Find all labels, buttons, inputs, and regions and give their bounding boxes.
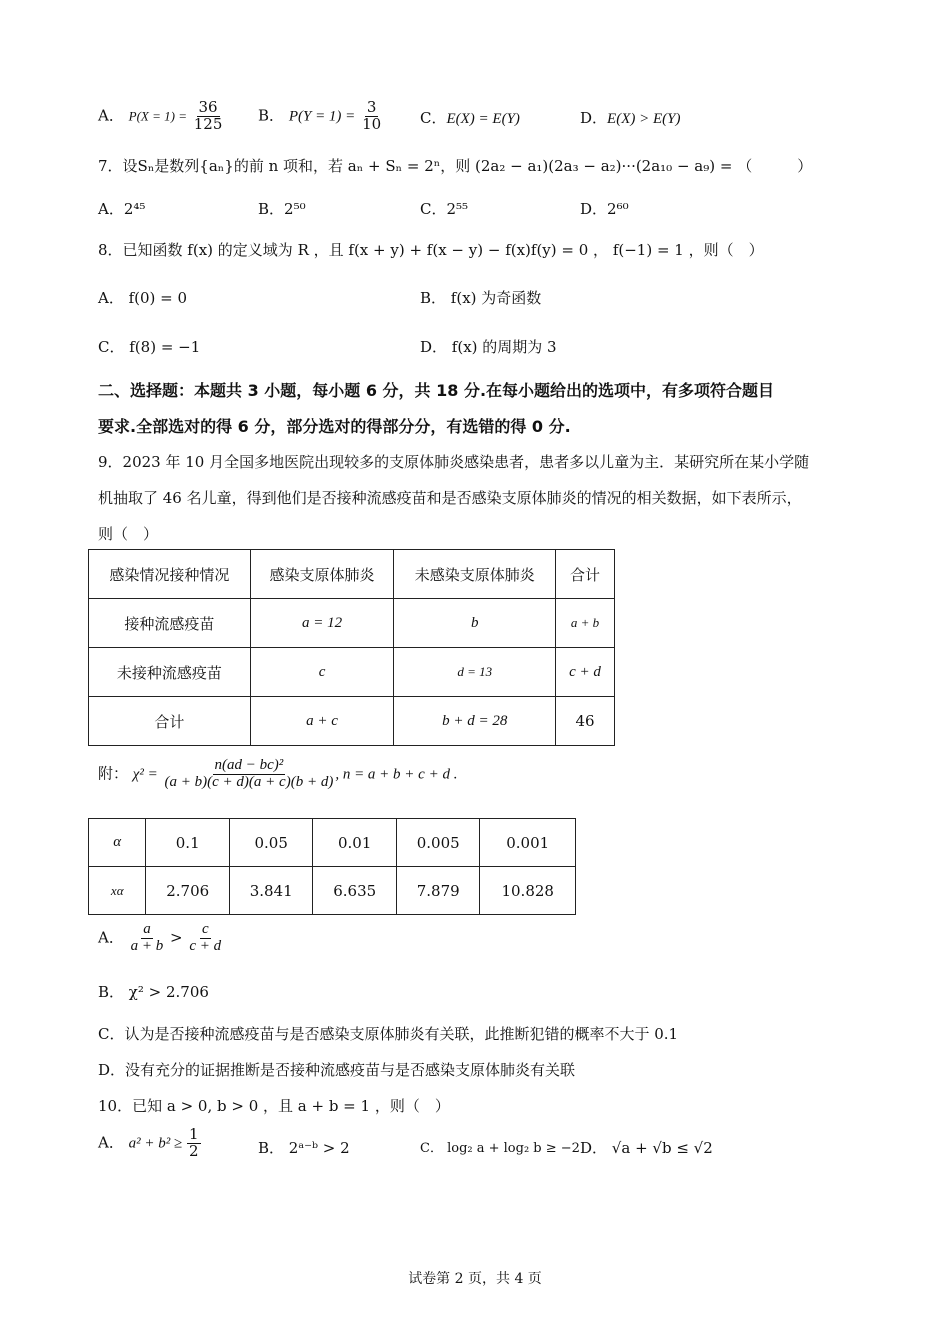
table-cell: 46	[556, 697, 615, 746]
q7-option-c: C．2⁵⁵	[420, 200, 469, 218]
x-alpha-header: xα	[89, 867, 146, 915]
q8-option-c: C． f(8) = −1	[98, 338, 201, 356]
table-cell: a + b	[556, 599, 615, 648]
q10-option-d: D． √a + √b ≤ √2	[580, 1139, 713, 1157]
table-cell: 0.01	[313, 819, 397, 867]
page-footer: 试卷第 2 页，共 4 页	[408, 1271, 542, 1287]
q9-stem-line3: 则（ ）	[98, 525, 159, 543]
q9-option-a: A． $\frac{a}{a + b}$ > $\frac{c}{c + d}$	[98, 921, 222, 954]
table-cell: 6.635	[313, 867, 397, 915]
section2-heading-line1: 二、选择题：本题共 3 小题，每小题 6 分，共 18 分.在每小题给出的选项中，有多项符合题目	[98, 381, 775, 400]
q8-option-d: D． f(x) 的周期为 3	[420, 338, 557, 356]
table-cell: 0.005	[396, 819, 480, 867]
q7-option-b: B．2⁵⁰	[258, 200, 306, 218]
q8-option-b: B． f(x) 为奇函数	[420, 289, 542, 307]
table-cell: c + d	[556, 648, 615, 697]
q7-stem: 7．设Sₙ是数列{aₙ}的前 n 项和，若 aₙ + Sₙ = 2ⁿ，则 (2a₂ − a₁)(2a₃ − a₂)···(2a₁₀ − a₉) = （ ）	[98, 157, 813, 175]
contingency-table	[88, 549, 615, 746]
chi-square-formula: 附： χ² = $\frac{\text{n(ad − bc)²}}{(a + b)(c + d)(a + c)(b + d)}$ , n = a + b + c + d .	[98, 757, 458, 790]
table-cell: 0.05	[229, 819, 313, 867]
table-header-cell: 感染支原体肺炎	[250, 550, 394, 599]
alpha-header: α	[89, 819, 146, 867]
table-cell: 10.828	[480, 867, 576, 915]
table-cell: 7.879	[396, 867, 480, 915]
table-cell: 2.706	[146, 867, 230, 915]
table-cell: b + d = 28	[394, 697, 556, 746]
table-cell: b	[394, 599, 556, 648]
q10-option-a: A． a² + b² ≥ $\frac{1}{2}$	[98, 1125, 199, 1160]
q9-stem-line1: 9．2023 年 10 月全国多地医院出现较多的支原体肺炎感染患者，患者多以儿童为主．某研究所在某小学随	[98, 453, 810, 471]
table-cell: 3.841	[229, 867, 313, 915]
critical-value-table	[88, 818, 576, 915]
table-cell: d = 13	[394, 648, 556, 697]
q9-option-b: B． χ² > 2.706	[98, 983, 209, 1001]
q6-option-d: D．E(X) > E(Y)	[580, 109, 681, 127]
table-cell: 未接种流感疫苗	[89, 648, 251, 697]
table-cell: 接种流感疫苗	[89, 599, 251, 648]
q8-stem: 8．已知函数 f(x) 的定义域为 R ，且 f(x + y) + f(x − y) − f(x)f(y) = 0 ， f(−1) = 1 ，则（ ）	[98, 241, 764, 259]
table-cell: 0.001	[480, 819, 576, 867]
table-cell: 0.1	[146, 819, 230, 867]
q6-option-c: C．E(X) = E(Y)	[420, 109, 520, 127]
q7-option-a: A．2⁴⁵	[98, 200, 146, 218]
q9-option-c: C．认为是否接种流感疫苗与是否感染支原体肺炎有关联，此推断犯错的概率不大于 0.1	[98, 1025, 679, 1043]
q9-stem-line2: 机抽取了 46 名儿童，得到他们是否接种流感疫苗和是否感染支原体肺炎的情况的相关数据，如下表所示，	[98, 489, 802, 507]
table-cell: c	[250, 648, 394, 697]
q6-option-b: B． P(Y = 1) = $\frac{3}{10}$	[258, 98, 382, 133]
q6-option-a: A． P(X = 1) = $\frac{36}{125}$	[98, 98, 223, 133]
table-header-cell: 合计	[556, 550, 615, 599]
q10-option-c: C． log₂ a + log₂ b ≥ −2	[420, 1141, 580, 1156]
table-cell: a = 12	[250, 599, 394, 648]
q10-stem: 10．已知 a > 0, b > 0 ，且 a + b = 1 ，则（ ）	[98, 1097, 450, 1115]
section2-heading-line2: 要求.全部选对的得 6 分，部分选对的得部分分，有选错的得 0 分.	[98, 417, 571, 436]
table-cell: a + c	[250, 697, 394, 746]
table-header-cell: 感染情况接种情况	[89, 550, 251, 599]
q7-option-d: D．2⁶⁰	[580, 200, 629, 218]
q9-option-d: D．没有充分的证据推断是否接种流感疫苗与是否感染支原体肺炎有关联	[98, 1061, 576, 1079]
q8-option-a: A． f(0) = 0	[98, 289, 188, 307]
table-cell: 合计	[89, 697, 251, 746]
table-header-cell: 未感染支原体肺炎	[394, 550, 556, 599]
q10-option-b: B． 2ᵃ⁻ᵇ > 2	[258, 1139, 350, 1157]
